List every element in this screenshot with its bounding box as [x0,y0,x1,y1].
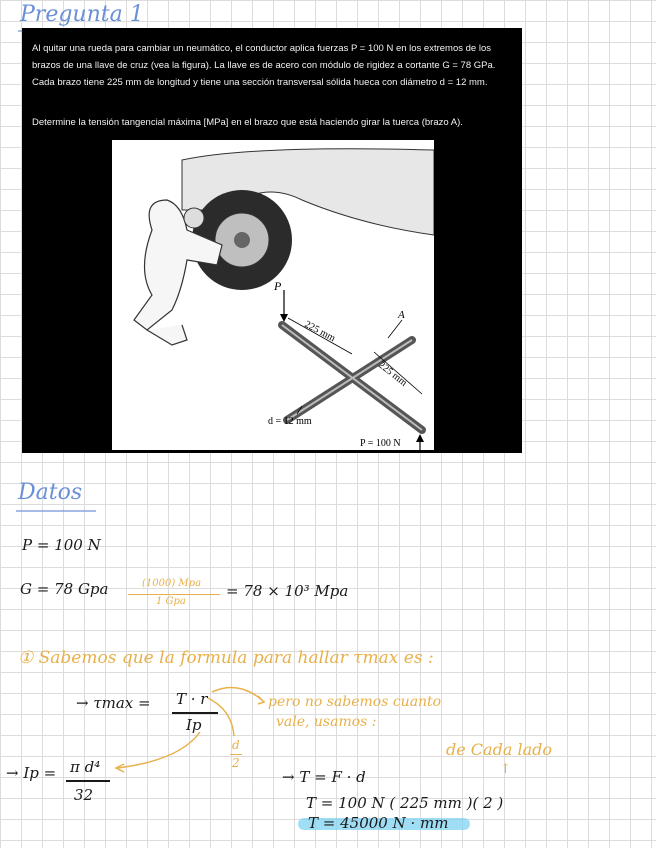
r-half-numerator: d [232,738,240,752]
label-225-top: 225 mm [302,318,337,345]
r-half-denominator: 2 [232,756,240,770]
up-arrow-icon: ↑ [500,762,511,777]
tau-max-label: → τmax = [76,694,151,712]
problem-paragraph-2: Determine la tensión tangencial máxima [MPa] en el brazo que está haciendo girar la tuerca (brazo A). [32,117,463,128]
label-p-top: P [274,279,282,293]
label-a: A [398,309,405,321]
label-d: d = 12 mm [268,416,312,427]
conversion-denominator: 1 Gpa [156,596,186,607]
step-1-heading: ① Sabemos que la formula para hallar τmax es : [18,648,434,668]
tau-denominator: Ip [186,716,202,734]
torque-result: T = 45000 N · mm [308,814,449,832]
p-value: P = 100 N [22,536,101,554]
g-result: = 78 × 10³ Mpa [226,582,349,600]
ip-label: → Ip = [6,764,57,782]
annotation-pero: pero no sabemos cuanto [268,694,442,710]
problem-paragraph-1: Al quitar una rueda para cambiar un neumático, el conductor aplica fuerzas P = 100 N en los extremos de los brazos de una llave de cruz (vea la figura). La llave es de acero con módulo de rigidez a cortante G = 78 GPa. Cada brazo tiene 225 mm de longitud y tiene una sección transversal sólida hueca con diámetro d = 12 mm. [32,43,496,88]
torque-substitution: T = 100 N ( 225 mm )( 2 ) [306,794,504,812]
de-cada-lado: de Cada lado [446,740,552,759]
tau-numerator: T · r [176,690,208,708]
label-225-right: 225 mm [376,359,409,389]
arrow-to-r [208,698,234,736]
conversion-numerator: (1000) Mpa [142,578,202,589]
ip-denominator: 32 [74,786,94,804]
annotation-vale: vale, usamos : [276,714,377,730]
torque-formula: → T = F · d [282,768,366,786]
ip-numerator: π d⁴ [70,758,101,776]
datos-heading: Datos [18,480,83,505]
g-value: G = 78 Gpa [20,580,109,598]
arrow-to-annotation [212,688,262,701]
label-p-bottom: P = 100 N [360,438,401,449]
arrow-to-ip [118,732,200,768]
page-title: Pregunta 1 [20,2,144,27]
